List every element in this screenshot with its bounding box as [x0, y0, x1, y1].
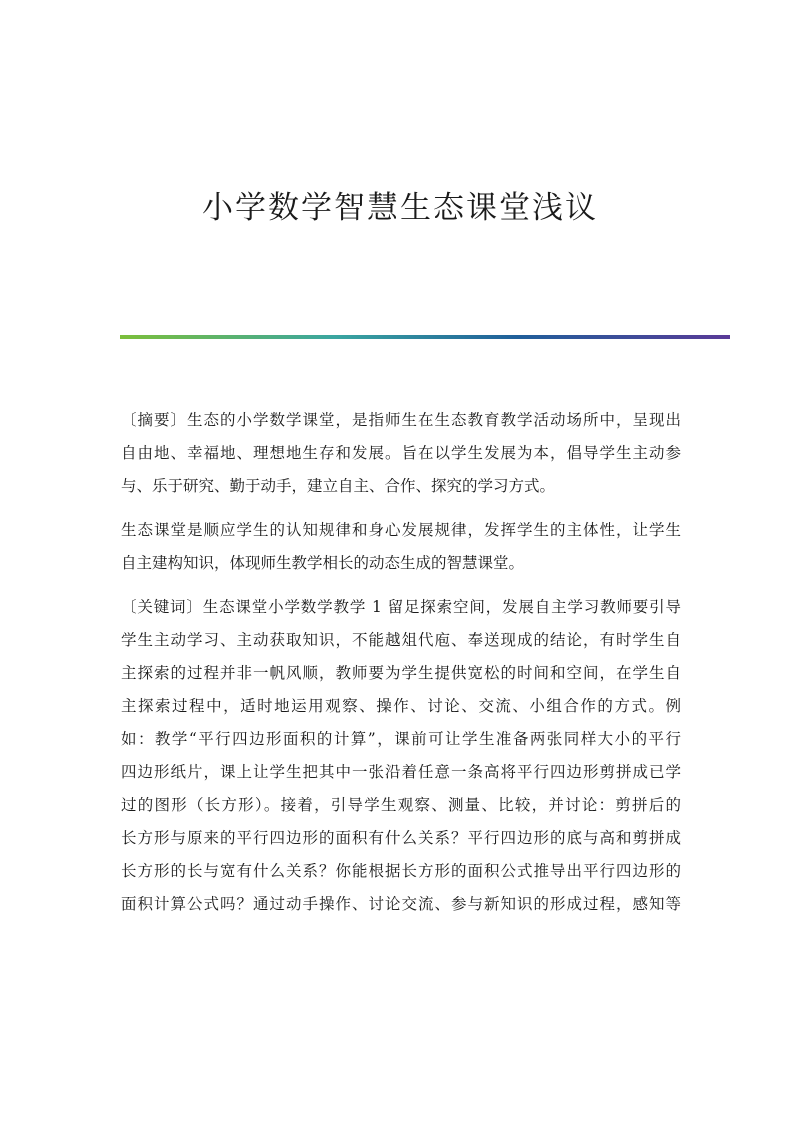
abstract-paragraph	[121, 404, 681, 503]
title-divider	[120, 335, 730, 339]
intro-paragraph	[121, 514, 681, 580]
text-line: 四边形纸片，课上让学生把其中一张沿着任意一条高将平行四边形剪拼成已学	[121, 763, 681, 781]
text-line: 主探索过程中，适时地运用观察、操作、讨论、交流、小组合作的方式。例	[121, 697, 681, 715]
document-body	[121, 404, 681, 932]
text-line: 面积计算公式吗？通过动手操作、讨论交流、参与新知识的形成过程，感知等	[121, 895, 681, 913]
text-line: 〔摘要〕生态的小学数学课堂，是指师生在生态教育教学活动场所中，呈现出	[121, 411, 681, 429]
text-line: 过的图形（长方形）。接着，引导学生观察、测量、比较，并讨论：剪拼后的	[121, 796, 681, 814]
text-line: 主探索的过程并非一帆风顺，教师要为学生提供宽松的时间和空间，在学生自	[121, 664, 681, 682]
document-title: 小学数学智慧生态课堂浅议	[202, 190, 598, 226]
keywords-paragraph	[121, 591, 681, 921]
text-line: 自由地、幸福地、理想地生存和发展。旨在以学生发展为本，倡导学生主动参	[121, 444, 681, 462]
text-line: 〔关键词〕生态课堂小学数学教学 1 留足探索空间，发展自主学习教师要引导	[121, 598, 681, 616]
text-line: 如：教学“平行四边形面积的计算”，课前可让学生准备两张同样大小的平行	[121, 730, 681, 748]
text-line: 自主建构知识，体现师生教学相长的动态生成的智慧课堂。	[121, 554, 525, 572]
text-line: 生态课堂是顺应学生的认知规律和身心发展规律，发挥学生的主体性，让学生	[121, 521, 681, 539]
text-line: 长方形的长与宽有什么关系？你能根据长方形的面积公式推导出平行四边形的	[121, 862, 681, 880]
text-line: 与、乐于研究、勤于动手，建立自主、合作、探究的学习方式。	[121, 477, 556, 495]
text-line: 学生主动学习、主动获取知识，不能越俎代庖、奉送现成的结论，有时学生自	[121, 631, 681, 649]
text-line: 长方形与原来的平行四边形的面积有什么关系？平行四边形的底与高和剪拼成	[121, 829, 681, 847]
